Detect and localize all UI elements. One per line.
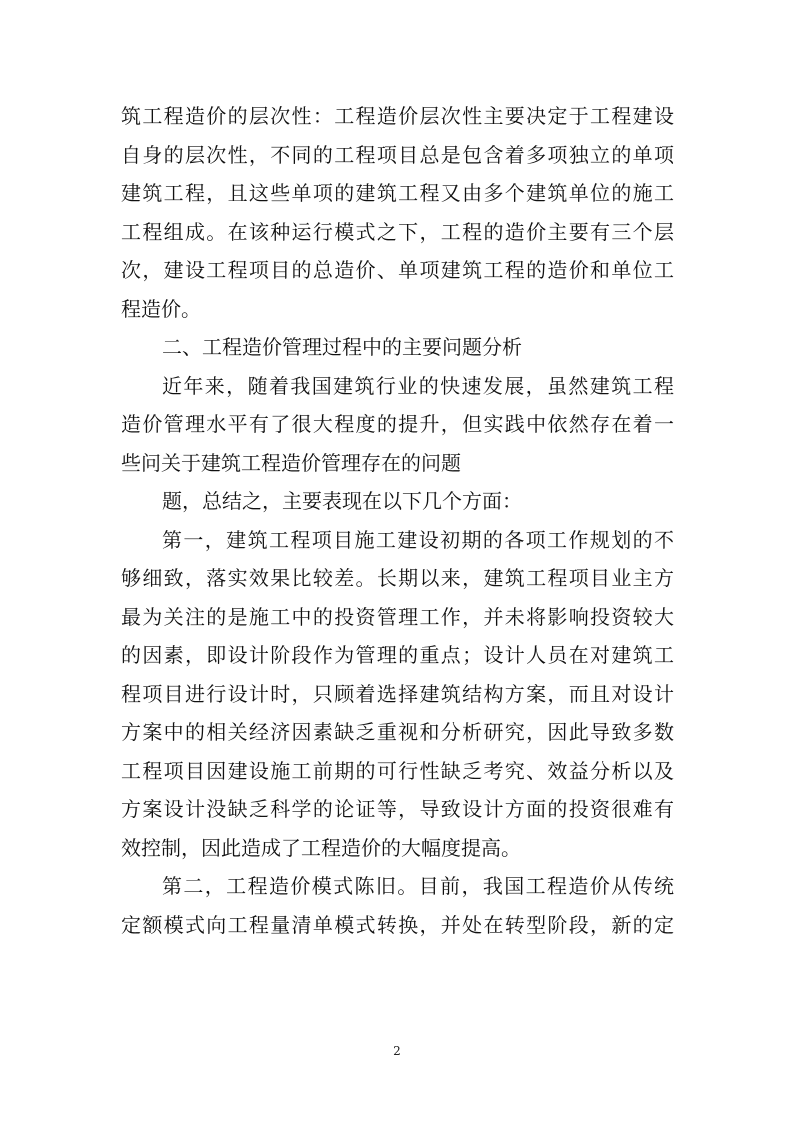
text-line: 第二，工程造价模式陈旧。目前，我国工程造价从传统 [162, 874, 674, 898]
text-line: 些问关于建筑工程造价管理存在的问题 [121, 450, 461, 475]
text-line: 最为关注的是施工中的投资管理工作，并未将影响投资较大 [121, 604, 674, 629]
text-line: 效控制，因此造成了工程造价的大幅度提高。 [121, 835, 521, 860]
text-line: 造价管理水平有了很大程度的提升，但实践中依然存在着一 [121, 412, 674, 436]
text-line: 工程项目因建设施工前期的可行性缺乏考究、效益分析以及 [121, 758, 674, 783]
text-line: 工程组成。在该种运行模式之下，工程的造价主要有三个层 [121, 219, 674, 244]
text-line: 的因素，即设计阶段作为管理的重点；设计人员在对建筑工 [121, 643, 674, 667]
text-line: 程项目进行设计时，只顾着选择建筑结构方案，而且对设计 [121, 681, 674, 706]
text-line: 题，总结之，主要表现在以下几个方面： [162, 489, 522, 513]
text-line: 自身的层次性，不同的工程项目总是包含着多项独立的单项 [121, 142, 674, 167]
text-line: 方案设计没缺乏科学的论证等，导致设计方面的投资很难有 [121, 797, 674, 821]
text-line: 筑工程造价的层次性：工程造价层次性主要决定于工程建设 [121, 104, 674, 128]
text-line: 建筑工程，且这些单项的建筑工程又由多个建筑单位的施工 [121, 181, 674, 205]
text-line: 近年来，随着我国建筑行业的快速发展，虽然建筑工程 [162, 373, 674, 398]
section-heading: 二、工程造价管理过程中的主要问题分析 [162, 335, 522, 359]
text-line: 定额模式向工程量清单模式转换，并处在转型阶段，新的定 [121, 912, 674, 937]
text-line: 够细致，落实效果比较差。长期以来，建筑工程项目业主方 [121, 566, 674, 590]
page-number: 2 [393, 1044, 401, 1058]
text-line: 方案中的相关经济因素缺乏重视和分析研究，因此导致多数 [121, 720, 674, 744]
text-line: 次，建设工程项目的总造价、单项建筑工程的造价和单位工 [121, 258, 674, 282]
body-text [121, 97, 674, 944]
text-line: 第一，建筑工程项目施工建设初期的各项工作规划的不 [162, 527, 674, 552]
text-line: 程造价。 [121, 296, 201, 321]
